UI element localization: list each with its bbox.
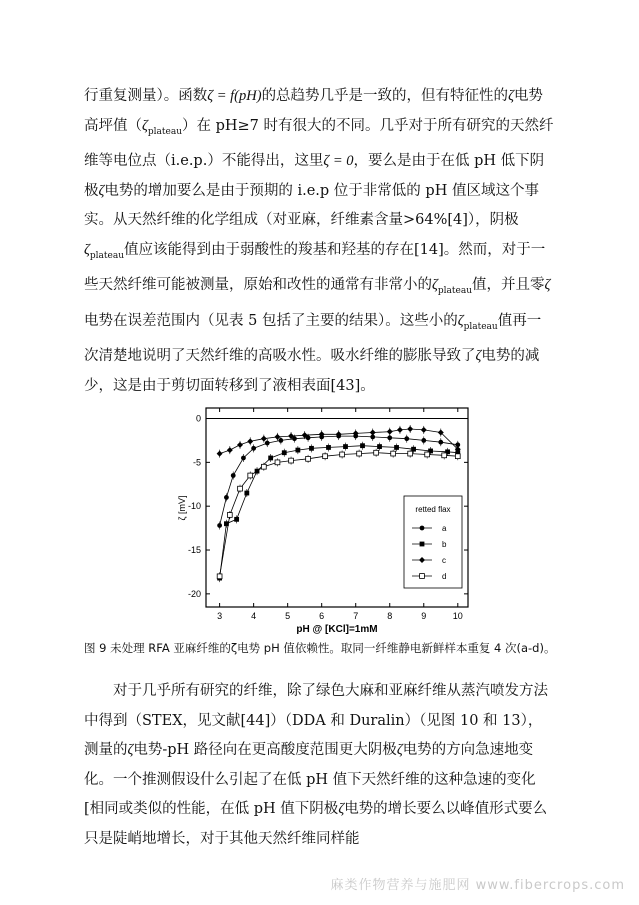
data-point-d <box>275 460 280 465</box>
zeta-symbol: ζ <box>457 312 464 329</box>
zeta-symbol: ζ <box>508 88 514 104</box>
x-tick-label: 3 <box>217 611 223 621</box>
data-point-b <box>282 450 287 455</box>
legend-label-a: a <box>442 524 447 533</box>
data-point-c <box>217 451 223 457</box>
data-point-a <box>251 446 256 451</box>
data-point-a <box>231 473 236 478</box>
text-run: 行重复测量）。函数 <box>84 88 208 104</box>
zeta-potential-chart <box>176 398 476 638</box>
data-point-d <box>425 452 430 457</box>
x-tick-label: 9 <box>421 611 427 621</box>
text-run: 电势-pH 路径向在更高酸度范围更大阴极 <box>133 742 397 759</box>
data-point-a <box>241 456 246 461</box>
data-point-c <box>247 438 253 444</box>
data-point-b <box>255 469 260 474</box>
data-point-b <box>244 491 249 496</box>
data-point-d <box>238 486 243 491</box>
text-run: 电势在误差范围内（见表 5 包括了主要的结果）。这些小的 <box>84 312 458 329</box>
text-run: 值应该能得到由于弱酸性的羧基和羟基的存在[14]。然而，对于一些天然纤维可能被测量，原始和改性的通常有非常小的 <box>84 241 546 294</box>
data-point-c <box>261 436 267 442</box>
data-point-d <box>408 451 413 456</box>
legend-label-c: c <box>442 556 446 565</box>
data-point-c <box>387 429 393 435</box>
data-point-c <box>370 430 376 436</box>
data-point-d <box>374 450 379 455</box>
data-point-b <box>360 443 365 448</box>
plateau-subscript: plateau <box>437 286 472 297</box>
zeta-symbol: ζ <box>98 182 105 199</box>
data-point-a <box>265 441 270 446</box>
legend-title: retted flax <box>415 505 451 514</box>
x-tick-label: 5 <box>285 611 291 621</box>
data-point-d <box>323 454 328 459</box>
zeta-symbol: ζ <box>127 742 134 759</box>
figure-9 <box>176 398 476 638</box>
legend-marker-a <box>420 526 425 531</box>
data-point-d <box>261 464 266 469</box>
data-point-b <box>326 445 331 450</box>
y-tick-label: -15 <box>187 545 201 556</box>
data-point-d <box>217 574 222 579</box>
data-point-a <box>224 495 229 500</box>
x-tick-label: 10 <box>452 611 463 621</box>
data-point-c <box>421 427 427 433</box>
data-point-b <box>309 446 314 451</box>
zeta-symbol: ζ <box>432 277 438 294</box>
data-point-b <box>295 448 300 453</box>
text-run: 电势的增加要么是由于预期的 i.e.p 位于非常低的 pH 值区域这个事实。从天然纤维的化学组成（对亚麻，纤维素含量>64%[4]），阴极 <box>84 182 539 229</box>
plateau-subscript: plateau <box>463 321 498 332</box>
data-point-d <box>306 456 311 461</box>
x-tick-label: 8 <box>387 611 393 621</box>
text-run: 的总趋势几乎是一致的，但有特征性的 <box>261 88 509 104</box>
figure-caption: 图 9 未处理 RFA 亚麻纤维的ζ电势 pH 值依赖性。取同一纤维静电新鲜样本重复 4 次(a-d)。 <box>84 641 556 655</box>
legend-marker-b <box>420 542 425 547</box>
zeta-symbol: ζ <box>338 801 345 818</box>
data-point-d <box>455 454 460 459</box>
y-tick-label: -10 <box>187 501 201 512</box>
y-tick-label: 0 <box>195 413 201 424</box>
data-point-d <box>357 451 362 456</box>
data-point-b <box>234 517 239 522</box>
data-point-c <box>407 426 413 432</box>
y-axis-label: ζ [mV] <box>177 495 187 521</box>
text-run: 值再一次清楚地说明了天然纤维的高吸水性。吸水纤维的膨胀导致了 <box>84 312 542 365</box>
x-tick-label: 4 <box>251 611 257 621</box>
equation-zeta-f-ph: ζ = f(pH) <box>207 88 262 104</box>
equation-zeta-zero: ζ = 0 <box>323 153 354 170</box>
data-point-d <box>289 458 294 463</box>
paragraph-1 <box>84 82 554 402</box>
data-point-d <box>227 513 232 518</box>
text-run: ）在 pH≥7 时有很大的不同。几乎对于所有研究的天然纤维等电位点（i.e.p.）不能得出，这里 <box>84 117 554 170</box>
data-point-a <box>404 436 409 441</box>
data-point-d <box>391 451 396 456</box>
paragraph-2 <box>84 677 554 855</box>
text-run: 电势高坪值（ <box>84 88 543 134</box>
legend <box>404 496 462 588</box>
text-run: ，要么是由于在低 pH 低下阴极 <box>84 153 545 199</box>
text-run: 电势的方向急速地变化。一个推测假设什么引起了在低 pH 值下天然纤维的这种急速的变化[相同或类似的性能，在低 pH 值下阴极 <box>84 742 536 818</box>
text-run: 电势的减少，这是由于剪切面转移到了液相表面[43]。 <box>84 348 540 394</box>
zeta-symbol: ζ <box>142 117 148 134</box>
plateau-subscript: plateau <box>147 126 182 137</box>
data-point-b <box>394 445 399 450</box>
x-axis-label: pH @ [KCl]=1mM <box>296 624 378 635</box>
data-point-c <box>227 447 233 453</box>
data-point-b <box>343 444 348 449</box>
watermark: 麻类作物营养与施肥网 www.fibercrops.com <box>330 878 625 893</box>
text-run: 对于几乎所有研究的纤维，除了绿色大麻和亚麻纤维从蒸汽喷发方法中得到（STEX，见文献[44]）（DDA 和 Duralin）（见图 10 和 13），测量的 <box>84 683 548 759</box>
data-point-a <box>421 438 426 443</box>
zeta-symbol: ζ <box>396 742 403 759</box>
x-tick-label: 7 <box>353 611 359 621</box>
data-point-a <box>438 440 443 445</box>
zeta-symbol: ζ <box>84 241 90 258</box>
data-point-a <box>387 435 392 440</box>
legend-label-d: d <box>442 572 447 581</box>
data-point-c <box>397 427 403 433</box>
plateau-subscript: plateau <box>89 250 124 261</box>
data-point-c <box>237 442 243 448</box>
data-point-d <box>340 452 345 457</box>
y-tick-label: -5 <box>192 457 201 468</box>
data-point-b <box>268 456 273 461</box>
data-point-b <box>224 521 229 526</box>
data-point-d <box>442 453 447 458</box>
data-point-d <box>248 473 253 478</box>
text-run: 电势的增长要么以峰值形式要么只是陡峭地增长，对于其他天然纤维同样能 <box>84 801 548 847</box>
y-tick-label: -20 <box>187 588 201 599</box>
zeta-symbol: ζ <box>544 277 551 294</box>
x-tick-label: 6 <box>319 611 325 621</box>
legend-label-b: b <box>442 540 447 549</box>
text-run: 值，并且零 <box>472 277 545 294</box>
data-point-a <box>217 523 222 528</box>
data-point-b <box>377 444 382 449</box>
zeta-symbol: ζ <box>475 348 482 365</box>
data-point-a <box>278 438 283 443</box>
legend-marker-d <box>420 574 425 579</box>
